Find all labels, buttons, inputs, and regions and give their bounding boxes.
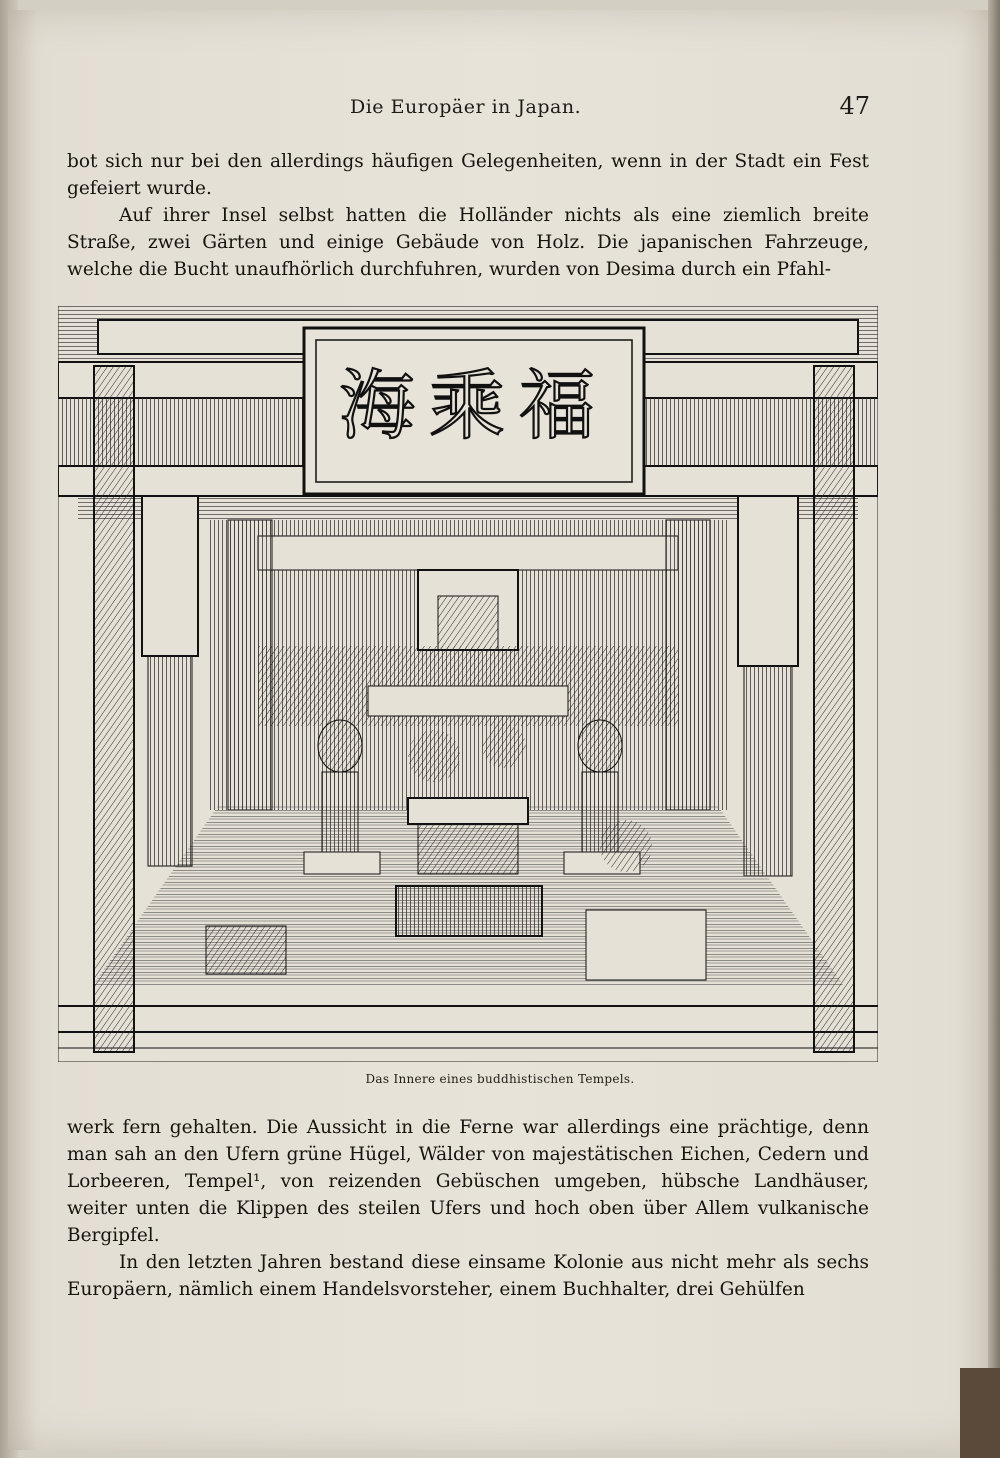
figure-caption: Das Innere eines buddhistischen Tempels. bbox=[365, 1072, 635, 1086]
running-title: Die Europäer in Japan. bbox=[350, 96, 582, 118]
sign-characters: 海乘福 bbox=[339, 361, 609, 450]
book-cover-corner bbox=[960, 1368, 1000, 1458]
page-number: 47 bbox=[839, 92, 870, 120]
paragraph: Auf ihrer Insel selbst hatten die Holländer nichts als eine ziemlich breite Straße, zwei Gärten und einige Gebäude von Holz. Die japanischen Fahrzeuge, welche die Bucht unaufhörlich durchfuhren, wurden von Desima durch ein Pfahl- bbox=[67, 205, 869, 280]
page-header bbox=[70, 92, 870, 126]
page-edge bbox=[988, 0, 1000, 1458]
body-text-bottom bbox=[67, 1114, 869, 1303]
paragraph: bot sich nur bei den allerdings häufigen Gelegenheiten, wenn in der Stadt ein Fest gefeiert wurde. bbox=[67, 151, 869, 199]
paragraph: werk fern gehalten. Die Aussicht in die Ferne war allerdings eine prächtige, denn man sah an den Ufern grüne Hügel, Wälder von majestätischen Eichen, Cedern und Lorbeeren, Tempel¹, von reizenden Gebüschen umgeben, hübsche Landhäuser, weiter unten die Klippen des steilen Ufers und hoch oben über Allem vulkanische Bergipfel. bbox=[67, 1117, 869, 1246]
temple-illustration bbox=[58, 306, 878, 1062]
paragraph: In den letzten Jahren bestand diese einsame Kolonie aus nicht mehr als sechs Europäern, nämlich einem Handelsvorsteher, einem Buchhalter, drei Gehülfen bbox=[67, 1252, 869, 1300]
body-text-top bbox=[67, 148, 869, 283]
